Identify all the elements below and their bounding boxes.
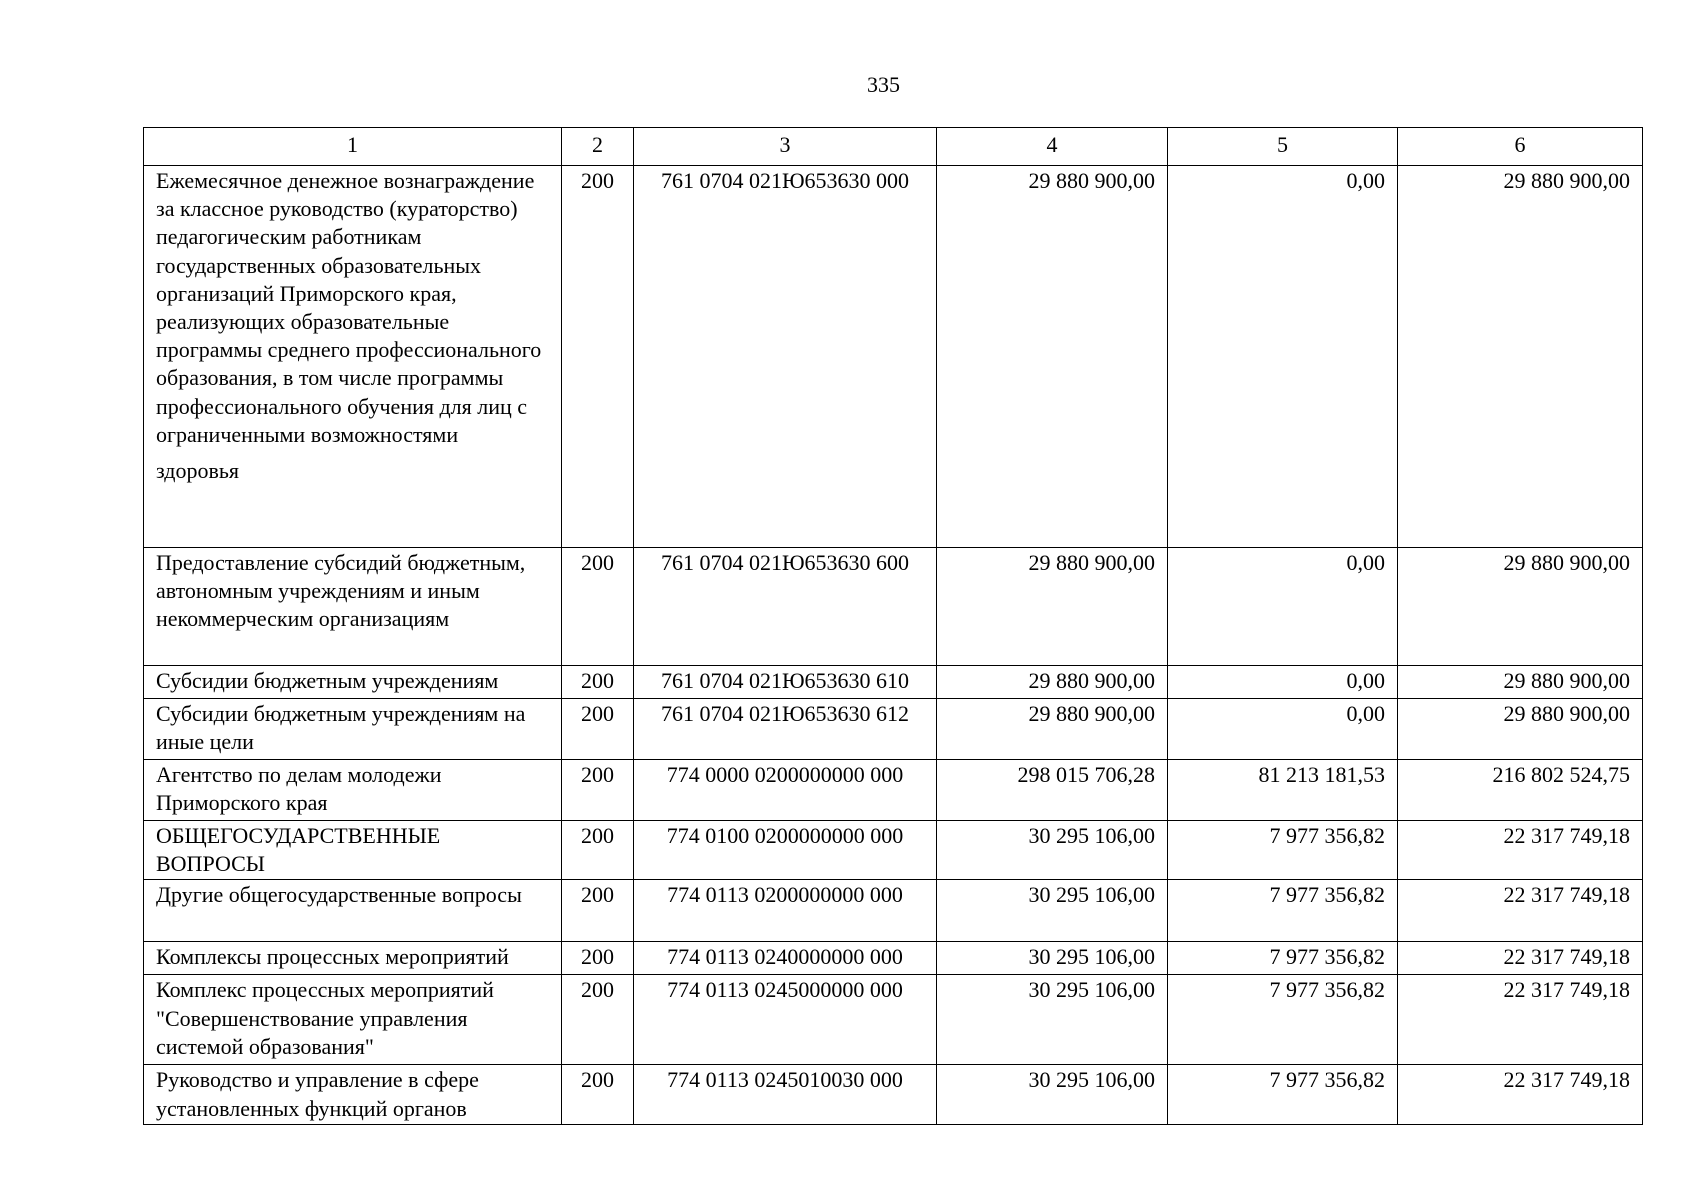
row-name: Комплексы процессных мероприятий bbox=[144, 942, 562, 975]
row-name: Субсидии бюджетным учреждениям bbox=[144, 666, 562, 699]
row-name: Агентство по делам молодежи Приморского края bbox=[144, 760, 562, 821]
row-value-4: 29 880 900,00 bbox=[937, 166, 1168, 548]
row-code: 774 0000 0200000000 000 bbox=[634, 760, 937, 821]
row-value-5: 7 977 356,82 bbox=[1168, 1065, 1398, 1124]
row-value-4: 29 880 900,00 bbox=[937, 666, 1168, 699]
row-code: 761 0704 021Ю653630 600 bbox=[634, 548, 937, 666]
row-code: 761 0704 021Ю653630 000 bbox=[634, 166, 937, 548]
row-value-6: 22 317 749,18 bbox=[1398, 1065, 1643, 1124]
row-value-6: 29 880 900,00 bbox=[1398, 548, 1643, 666]
table-row bbox=[144, 666, 1643, 699]
column-header: 3 bbox=[634, 128, 937, 166]
table-row bbox=[144, 699, 1643, 760]
column-header: 1 bbox=[144, 128, 562, 166]
row-grbs: 200 bbox=[562, 166, 634, 548]
row-value-6: 22 317 749,18 bbox=[1398, 880, 1643, 942]
row-name: Другие общегосударственные вопросы bbox=[144, 880, 562, 942]
row-value-6: 29 880 900,00 bbox=[1398, 666, 1643, 699]
row-name: Субсидии бюджетным учреждениям на иные цели bbox=[144, 699, 562, 760]
row-value-5: 7 977 356,82 bbox=[1168, 880, 1398, 942]
budget-table bbox=[143, 127, 1643, 1125]
row-grbs: 200 bbox=[562, 1065, 634, 1124]
table-row bbox=[144, 975, 1643, 1065]
row-value-6: 22 317 749,18 bbox=[1398, 975, 1643, 1065]
row-value-4: 298 015 706,28 bbox=[937, 760, 1168, 821]
row-value-4: 29 880 900,00 bbox=[937, 548, 1168, 666]
page-number: 335 bbox=[867, 72, 900, 97]
row-value-4: 30 295 106,00 bbox=[937, 821, 1168, 880]
table-row bbox=[144, 942, 1643, 975]
row-code: 774 0113 0200000000 000 bbox=[634, 880, 937, 942]
row-name: Комплекс процессных мероприятий "Совершенствование управления системой образования" bbox=[144, 975, 562, 1065]
table-row bbox=[144, 821, 1643, 880]
row-value-4: 29 880 900,00 bbox=[937, 699, 1168, 760]
column-header: 2 bbox=[562, 128, 634, 166]
row-code: 774 0113 0245010030 000 bbox=[634, 1065, 937, 1124]
table-row bbox=[144, 760, 1643, 821]
row-value-5: 7 977 356,82 bbox=[1168, 975, 1398, 1065]
row-name-cell bbox=[144, 166, 562, 548]
row-grbs: 200 bbox=[562, 880, 634, 942]
row-name: Руководство и управление в сфере установленных функций органов bbox=[144, 1065, 562, 1124]
column-number-row bbox=[144, 128, 1643, 166]
row-grbs: 200 bbox=[562, 942, 634, 975]
table-row bbox=[144, 166, 1643, 548]
row-grbs: 200 bbox=[562, 760, 634, 821]
row-value-5: 0,00 bbox=[1168, 666, 1398, 699]
row-grbs: 200 bbox=[562, 548, 634, 666]
row-code: 774 0113 0245000000 000 bbox=[634, 975, 937, 1065]
row-code: 761 0704 021Ю653630 612 bbox=[634, 699, 937, 760]
row-value-4: 30 295 106,00 bbox=[937, 1065, 1168, 1124]
row-name-continuation: здоровья bbox=[156, 458, 240, 484]
row-value-5: 81 213 181,53 bbox=[1168, 760, 1398, 821]
row-code: 761 0704 021Ю653630 610 bbox=[634, 666, 937, 699]
row-name: Предоставление субсидий бюджетным, автономным учреждениям и иным некоммерческим организациям bbox=[144, 548, 562, 666]
row-code: 774 0113 0240000000 000 bbox=[634, 942, 937, 975]
row-value-6: 29 880 900,00 bbox=[1398, 699, 1643, 760]
row-grbs: 200 bbox=[562, 975, 634, 1065]
row-value-6: 22 317 749,18 bbox=[1398, 942, 1643, 975]
row-grbs: 200 bbox=[562, 666, 634, 699]
row-value-5: 0,00 bbox=[1168, 699, 1398, 760]
row-code: 774 0100 0200000000 000 bbox=[634, 821, 937, 880]
column-header: 6 bbox=[1398, 128, 1643, 166]
table-row bbox=[144, 1065, 1643, 1124]
row-grbs: 200 bbox=[562, 821, 634, 880]
column-header: 4 bbox=[937, 128, 1168, 166]
row-grbs: 200 bbox=[562, 699, 634, 760]
row-value-4: 30 295 106,00 bbox=[937, 942, 1168, 975]
row-value-4: 30 295 106,00 bbox=[937, 975, 1168, 1065]
row-value-6: 216 802 524,75 bbox=[1398, 760, 1643, 821]
row-value-6: 22 317 749,18 bbox=[1398, 821, 1643, 880]
row-value-5: 0,00 bbox=[1168, 166, 1398, 548]
table-row bbox=[144, 548, 1643, 666]
row-value-5: 7 977 356,82 bbox=[1168, 942, 1398, 975]
column-header: 5 bbox=[1168, 128, 1398, 166]
row-value-5: 7 977 356,82 bbox=[1168, 821, 1398, 880]
table-row bbox=[144, 880, 1643, 942]
row-value-5: 0,00 bbox=[1168, 548, 1398, 666]
row-value-6: 29 880 900,00 bbox=[1398, 166, 1643, 548]
row-name: ОБЩЕГОСУДАРСТВЕННЫЕ ВОПРОСЫ bbox=[144, 821, 562, 880]
row-value-4: 30 295 106,00 bbox=[937, 880, 1168, 942]
row-name: Ежемесячное денежное вознаграждение за классное руководство (кураторство) педагогическим работникам государственных образовательных организаций Приморского края, реализующих образовательные программы среднего профессионального образования, в том числе программы профессионального обучения для лиц с ограниченными возможностями bbox=[156, 168, 542, 447]
